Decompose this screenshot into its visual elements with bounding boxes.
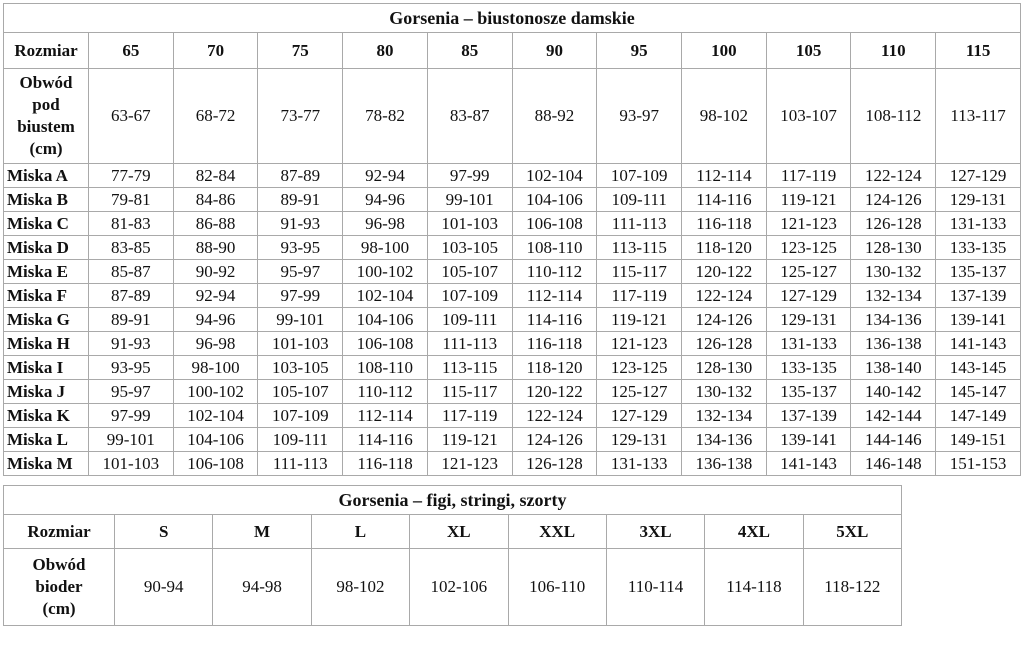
cup-value-cell: 140-142 — [851, 380, 936, 404]
cup-value-cell: 102-104 — [512, 164, 597, 188]
underbust-value-cell: 88-92 — [512, 69, 597, 164]
briefs-size-col-header: 4XL — [705, 515, 803, 549]
cup-value-cell: 79-81 — [89, 188, 174, 212]
cup-value-cell: 121-123 — [766, 212, 851, 236]
cup-row — [4, 452, 1021, 476]
hips-value-cell: 114-118 — [705, 549, 803, 626]
hips-value-cell: 102-106 — [410, 549, 508, 626]
cup-row — [4, 260, 1021, 284]
underbust-label-text: Obwód pod biustem (cm) — [17, 73, 75, 158]
cup-value-cell: 96-98 — [173, 332, 258, 356]
cup-row-label: Miska K — [4, 404, 89, 428]
cup-value-cell: 124-126 — [682, 308, 767, 332]
cup-row-label: Miska M — [4, 452, 89, 476]
underbust-value-cell: 108-112 — [851, 69, 936, 164]
hips-row — [4, 549, 902, 626]
cup-value-cell: 131-133 — [597, 452, 682, 476]
bra-size-col-header: 90 — [512, 33, 597, 69]
cup-value-cell: 127-129 — [766, 284, 851, 308]
briefs-size-row-label: Rozmiar — [4, 515, 115, 549]
cup-value-cell: 128-130 — [682, 356, 767, 380]
cup-value-cell: 114-116 — [343, 428, 428, 452]
cup-value-cell: 121-123 — [597, 332, 682, 356]
cup-value-cell: 91-93 — [89, 332, 174, 356]
cup-value-cell: 99-101 — [258, 308, 343, 332]
cup-value-cell: 107-109 — [258, 404, 343, 428]
cup-value-cell: 101-103 — [258, 332, 343, 356]
cup-row-label: Miska H — [4, 332, 89, 356]
cup-row-label: Miska L — [4, 428, 89, 452]
cup-row-label: Miska J — [4, 380, 89, 404]
cup-value-cell: 121-123 — [427, 452, 512, 476]
cup-value-cell: 125-127 — [597, 380, 682, 404]
cup-row — [4, 212, 1021, 236]
cup-value-cell: 104-106 — [512, 188, 597, 212]
cup-value-cell: 88-90 — [173, 236, 258, 260]
cup-value-cell: 112-114 — [682, 164, 767, 188]
cup-value-cell: 99-101 — [427, 188, 512, 212]
cup-value-cell: 118-120 — [682, 236, 767, 260]
bra-size-col-header: 85 — [427, 33, 512, 69]
cup-value-cell: 139-141 — [936, 308, 1021, 332]
cup-value-cell: 127-129 — [597, 404, 682, 428]
cup-row-label: Miska B — [4, 188, 89, 212]
cup-value-cell: 114-116 — [512, 308, 597, 332]
cup-value-cell: 102-104 — [173, 404, 258, 428]
cup-value-cell: 125-127 — [766, 260, 851, 284]
cup-value-cell: 92-94 — [173, 284, 258, 308]
cup-value-cell: 142-144 — [851, 404, 936, 428]
cup-value-cell: 146-148 — [851, 452, 936, 476]
cup-value-cell: 95-97 — [258, 260, 343, 284]
cup-value-cell: 129-131 — [597, 428, 682, 452]
cup-value-cell: 105-107 — [258, 380, 343, 404]
underbust-value-cell: 63-67 — [89, 69, 174, 164]
cup-value-cell: 97-99 — [427, 164, 512, 188]
cup-row-label: Miska A — [4, 164, 89, 188]
cup-value-cell: 115-117 — [427, 380, 512, 404]
cup-row — [4, 428, 1021, 452]
cup-value-cell: 147-149 — [936, 404, 1021, 428]
cup-value-cell: 132-134 — [682, 404, 767, 428]
cup-row — [4, 236, 1021, 260]
cup-value-cell: 89-91 — [89, 308, 174, 332]
briefs-table-title-row — [4, 486, 902, 515]
cup-value-cell: 126-128 — [851, 212, 936, 236]
cup-value-cell: 106-108 — [343, 332, 428, 356]
underbust-row — [4, 69, 1021, 164]
bra-size-header-row — [4, 33, 1021, 69]
cup-row — [4, 188, 1021, 212]
cup-value-cell: 103-105 — [258, 356, 343, 380]
cup-value-cell: 97-99 — [89, 404, 174, 428]
cup-value-cell: 106-108 — [512, 212, 597, 236]
cup-value-cell: 132-134 — [851, 284, 936, 308]
cup-value-cell: 126-128 — [682, 332, 767, 356]
cup-value-cell: 118-120 — [512, 356, 597, 380]
hips-value-cell: 98-102 — [311, 549, 409, 626]
cup-row — [4, 308, 1021, 332]
briefs-size-col-header: L — [311, 515, 409, 549]
cup-value-cell: 122-124 — [512, 404, 597, 428]
cup-value-cell: 84-86 — [173, 188, 258, 212]
cup-value-cell: 124-126 — [512, 428, 597, 452]
cup-value-cell: 105-107 — [427, 260, 512, 284]
cup-value-cell: 137-139 — [766, 404, 851, 428]
hips-label-text: Obwód bioder (cm) — [32, 555, 86, 618]
cup-value-cell: 112-114 — [343, 404, 428, 428]
briefs-table-title: Gorsenia – figi, stringi, szorty — [4, 486, 902, 515]
cup-value-cell: 82-84 — [173, 164, 258, 188]
cup-row-label: Miska I — [4, 356, 89, 380]
cup-value-cell: 133-135 — [936, 236, 1021, 260]
cup-row-label: Miska D — [4, 236, 89, 260]
hips-label — [4, 549, 115, 626]
cup-value-cell: 144-146 — [851, 428, 936, 452]
cup-value-cell: 119-121 — [597, 308, 682, 332]
cup-row — [4, 380, 1021, 404]
underbust-label — [4, 69, 89, 164]
cup-value-cell: 108-110 — [512, 236, 597, 260]
cup-value-cell: 145-147 — [936, 380, 1021, 404]
cup-value-cell: 83-85 — [89, 236, 174, 260]
bra-size-col-header: 65 — [89, 33, 174, 69]
cup-value-cell: 98-100 — [173, 356, 258, 380]
bra-size-col-header: 105 — [766, 33, 851, 69]
underbust-value-cell: 73-77 — [258, 69, 343, 164]
underbust-value-cell: 93-97 — [597, 69, 682, 164]
bra-size-col-header: 95 — [597, 33, 682, 69]
cup-row-label: Miska F — [4, 284, 89, 308]
bra-size-col-header: 115 — [936, 33, 1021, 69]
cup-value-cell: 117-119 — [597, 284, 682, 308]
underbust-value-cell: 68-72 — [173, 69, 258, 164]
cup-value-cell: 96-98 — [343, 212, 428, 236]
cup-value-cell: 107-109 — [427, 284, 512, 308]
cup-value-cell: 103-105 — [427, 236, 512, 260]
underbust-value-cell: 98-102 — [682, 69, 767, 164]
cup-value-cell: 116-118 — [512, 332, 597, 356]
cup-value-cell: 77-79 — [89, 164, 174, 188]
bra-table-title-row — [4, 4, 1021, 33]
cup-value-cell: 87-89 — [89, 284, 174, 308]
cup-value-cell: 89-91 — [258, 188, 343, 212]
cup-value-cell: 139-141 — [766, 428, 851, 452]
hips-value-cell: 118-122 — [803, 549, 901, 626]
cup-value-cell: 99-101 — [89, 428, 174, 452]
underbust-value-cell: 83-87 — [427, 69, 512, 164]
cup-value-cell: 129-131 — [766, 308, 851, 332]
briefs-size-table — [3, 485, 902, 626]
cup-value-cell: 110-112 — [512, 260, 597, 284]
cup-value-cell: 124-126 — [851, 188, 936, 212]
cup-value-cell: 104-106 — [343, 308, 428, 332]
cup-value-cell: 117-119 — [766, 164, 851, 188]
cup-value-cell: 122-124 — [851, 164, 936, 188]
cup-value-cell: 135-137 — [766, 380, 851, 404]
cup-value-cell: 87-89 — [258, 164, 343, 188]
cup-value-cell: 116-118 — [682, 212, 767, 236]
cup-value-cell: 130-132 — [682, 380, 767, 404]
cup-row-label: Miska E — [4, 260, 89, 284]
cup-row — [4, 284, 1021, 308]
cup-value-cell: 100-102 — [173, 380, 258, 404]
cup-value-cell: 130-132 — [851, 260, 936, 284]
cup-value-cell: 114-116 — [682, 188, 767, 212]
briefs-size-header-row — [4, 515, 902, 549]
cup-value-cell: 128-130 — [851, 236, 936, 260]
cup-value-cell: 115-117 — [597, 260, 682, 284]
hips-value-cell: 106-110 — [508, 549, 606, 626]
cup-value-cell: 111-113 — [258, 452, 343, 476]
cup-value-cell: 113-115 — [597, 236, 682, 260]
bra-size-col-header: 75 — [258, 33, 343, 69]
cup-value-cell: 91-93 — [258, 212, 343, 236]
cup-value-cell: 109-111 — [427, 308, 512, 332]
cup-value-cell: 120-122 — [512, 380, 597, 404]
cup-value-cell: 112-114 — [512, 284, 597, 308]
cup-value-cell: 101-103 — [89, 452, 174, 476]
cup-value-cell: 81-83 — [89, 212, 174, 236]
cup-value-cell: 117-119 — [427, 404, 512, 428]
cup-value-cell: 120-122 — [682, 260, 767, 284]
hips-value-cell: 90-94 — [115, 549, 213, 626]
briefs-size-col-header: XXL — [508, 515, 606, 549]
cup-value-cell: 151-153 — [936, 452, 1021, 476]
cup-value-cell: 122-124 — [682, 284, 767, 308]
briefs-size-col-header: S — [115, 515, 213, 549]
cup-value-cell: 100-102 — [343, 260, 428, 284]
bra-size-col-header: 110 — [851, 33, 936, 69]
bra-size-row-label: Rozmiar — [4, 33, 89, 69]
cup-value-cell: 119-121 — [766, 188, 851, 212]
cup-value-cell: 101-103 — [427, 212, 512, 236]
briefs-size-col-header: M — [213, 515, 311, 549]
cup-value-cell: 131-133 — [936, 212, 1021, 236]
cup-value-cell: 127-129 — [936, 164, 1021, 188]
cup-value-cell: 111-113 — [597, 212, 682, 236]
cup-value-cell: 133-135 — [766, 356, 851, 380]
cup-value-cell: 86-88 — [173, 212, 258, 236]
cup-row-label: Miska G — [4, 308, 89, 332]
cup-value-cell: 102-104 — [343, 284, 428, 308]
cup-value-cell: 137-139 — [936, 284, 1021, 308]
cup-value-cell: 109-111 — [258, 428, 343, 452]
cup-value-cell: 123-125 — [766, 236, 851, 260]
cup-value-cell: 143-145 — [936, 356, 1021, 380]
hips-value-cell: 110-114 — [606, 549, 704, 626]
cup-value-cell: 141-143 — [766, 452, 851, 476]
cup-value-cell: 95-97 — [89, 380, 174, 404]
cup-value-cell: 123-125 — [597, 356, 682, 380]
cup-value-cell: 138-140 — [851, 356, 936, 380]
cup-value-cell: 106-108 — [173, 452, 258, 476]
cup-value-cell: 111-113 — [427, 332, 512, 356]
bra-size-col-header: 80 — [343, 33, 428, 69]
cup-value-cell: 136-138 — [851, 332, 936, 356]
cup-value-cell: 110-112 — [343, 380, 428, 404]
briefs-size-col-header: 5XL — [803, 515, 901, 549]
cup-value-cell: 109-111 — [597, 188, 682, 212]
cup-row — [4, 164, 1021, 188]
cup-row-label: Miska C — [4, 212, 89, 236]
underbust-value-cell: 113-117 — [936, 69, 1021, 164]
cup-value-cell: 93-95 — [258, 236, 343, 260]
bra-size-col-header: 70 — [173, 33, 258, 69]
cup-value-cell: 85-87 — [89, 260, 174, 284]
underbust-value-cell: 103-107 — [766, 69, 851, 164]
cup-value-cell: 97-99 — [258, 284, 343, 308]
cup-value-cell: 134-136 — [682, 428, 767, 452]
cup-row — [4, 332, 1021, 356]
cup-value-cell: 135-137 — [936, 260, 1021, 284]
cup-value-cell: 119-121 — [427, 428, 512, 452]
cup-value-cell: 126-128 — [512, 452, 597, 476]
briefs-size-col-header: 3XL — [606, 515, 704, 549]
underbust-value-cell: 78-82 — [343, 69, 428, 164]
cup-row — [4, 356, 1021, 380]
cup-value-cell: 116-118 — [343, 452, 428, 476]
cup-value-cell: 94-96 — [343, 188, 428, 212]
cup-value-cell: 93-95 — [89, 356, 174, 380]
cup-value-cell: 90-92 — [173, 260, 258, 284]
hips-value-cell: 94-98 — [213, 549, 311, 626]
cup-value-cell: 136-138 — [682, 452, 767, 476]
cup-value-cell: 113-115 — [427, 356, 512, 380]
cup-value-cell: 92-94 — [343, 164, 428, 188]
cup-value-cell: 141-143 — [936, 332, 1021, 356]
briefs-size-col-header: XL — [410, 515, 508, 549]
cup-value-cell: 98-100 — [343, 236, 428, 260]
cup-value-cell: 134-136 — [851, 308, 936, 332]
cup-value-cell: 104-106 — [173, 428, 258, 452]
cup-value-cell: 129-131 — [936, 188, 1021, 212]
bra-size-table — [3, 3, 1021, 476]
cup-value-cell: 149-151 — [936, 428, 1021, 452]
cup-row — [4, 404, 1021, 428]
bra-table-title: Gorsenia – biustonosze damskie — [4, 4, 1021, 33]
bra-size-col-header: 100 — [682, 33, 767, 69]
cup-value-cell: 108-110 — [343, 356, 428, 380]
cup-value-cell: 107-109 — [597, 164, 682, 188]
cup-value-cell: 131-133 — [766, 332, 851, 356]
cup-value-cell: 94-96 — [173, 308, 258, 332]
